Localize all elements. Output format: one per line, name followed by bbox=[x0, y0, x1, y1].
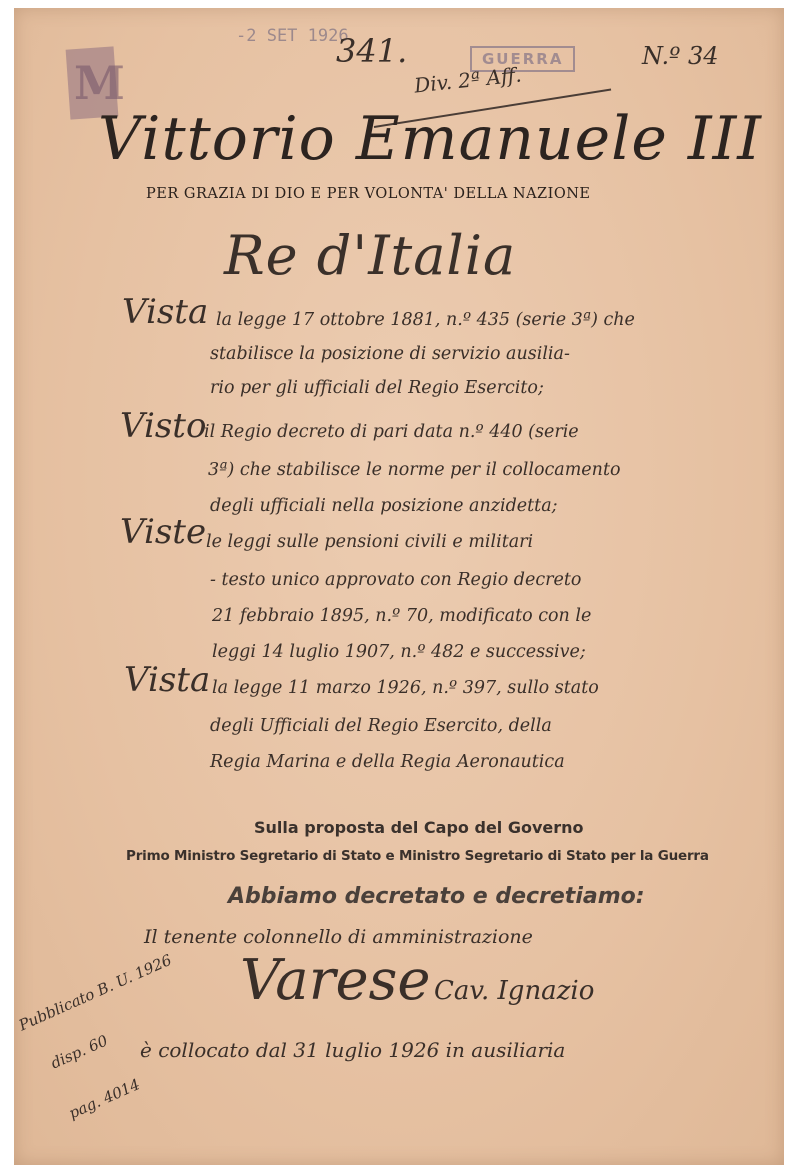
division-annotation: Div. 2ª Aff. bbox=[413, 62, 523, 98]
proposal-line-1: Sulla proposta del Capo del Governo bbox=[254, 818, 584, 837]
decree-disposition: è collocato dal 31 luglio 1926 in ausiliaria bbox=[140, 1038, 566, 1062]
recital-2-line-1: il Regio decreto di pari data n.º 440 (serie bbox=[204, 422, 579, 442]
recital-3-line-1: le leggi sulle pensioni civili e militari bbox=[206, 532, 534, 552]
recital-3-line-3: 21 febbraio 1895, n.º 70, modificato con le bbox=[212, 606, 592, 626]
date-stamp: -2 SET 1926 bbox=[236, 26, 349, 46]
recital-3-keyword: Viste bbox=[120, 512, 207, 552]
recital-2-line-3: degli ufficiali nella posizione anzidetta; bbox=[210, 496, 558, 516]
decree-document bbox=[14, 8, 784, 1165]
margin-note-line-3: pag. 4014 bbox=[66, 1075, 143, 1123]
recital-4-line-2: degli Ufficiali del Regio Esercito, della bbox=[210, 716, 552, 736]
recital-1-line-1: la legge 17 ottobre 1881, n.º 435 (serie 3ª) che bbox=[216, 310, 635, 330]
recital-1-line-2: stabilisce la posizione di servizio ausilia- bbox=[210, 344, 570, 364]
officer-surname: Varese bbox=[240, 948, 431, 1013]
recital-4-line-3: Regia Marina e della Regia Aeronautica bbox=[210, 752, 565, 772]
corner-stamp-letter: M bbox=[74, 56, 125, 110]
decree-formula: Abbiamo decretato e decretiamo: bbox=[228, 884, 645, 909]
recital-4-keyword: Vista bbox=[124, 660, 211, 700]
decree-rank: Il tenente colonnello di amministrazione bbox=[144, 926, 533, 948]
recital-4-line-1: la legge 11 marzo 1926, n.º 397, sullo stato bbox=[212, 678, 599, 698]
officer-given-name: Cav. Ignazio bbox=[434, 976, 595, 1006]
recital-3-line-4: leggi 14 luglio 1907, n.º 482 e successive; bbox=[212, 642, 586, 662]
grace-line: PER GRAZIA DI DIO E PER VOLONTA' DELLA NAZIONE bbox=[146, 186, 591, 202]
king-name: Vittorio Emanuele III bbox=[98, 104, 763, 174]
recital-1-keyword: Vista bbox=[122, 292, 209, 332]
margin-note-line-1: Pubblicato B. U. 1926 bbox=[16, 950, 175, 1035]
recital-3-line-2: - testo unico approvato con Regio decreto bbox=[210, 570, 582, 590]
document-number: N.º 34 bbox=[642, 42, 719, 70]
recital-1-line-3: rio per gli ufficiali del Regio Esercito; bbox=[210, 378, 544, 398]
proposal-line-2: Primo Ministro Segretario di Stato e Ministro Segretario di Stato per la Guerra bbox=[126, 848, 709, 864]
recital-2-line-2: 3ª) che stabilisce le norme per il collocamento bbox=[208, 460, 621, 480]
ministry-stamp: GUERRA bbox=[470, 46, 575, 72]
recital-2-keyword: Visto bbox=[120, 406, 207, 446]
royal-title: Re d'Italia bbox=[224, 224, 517, 287]
protocol-number: 341. bbox=[336, 32, 408, 70]
margin-note-line-2: disp. 60 bbox=[48, 1031, 111, 1073]
